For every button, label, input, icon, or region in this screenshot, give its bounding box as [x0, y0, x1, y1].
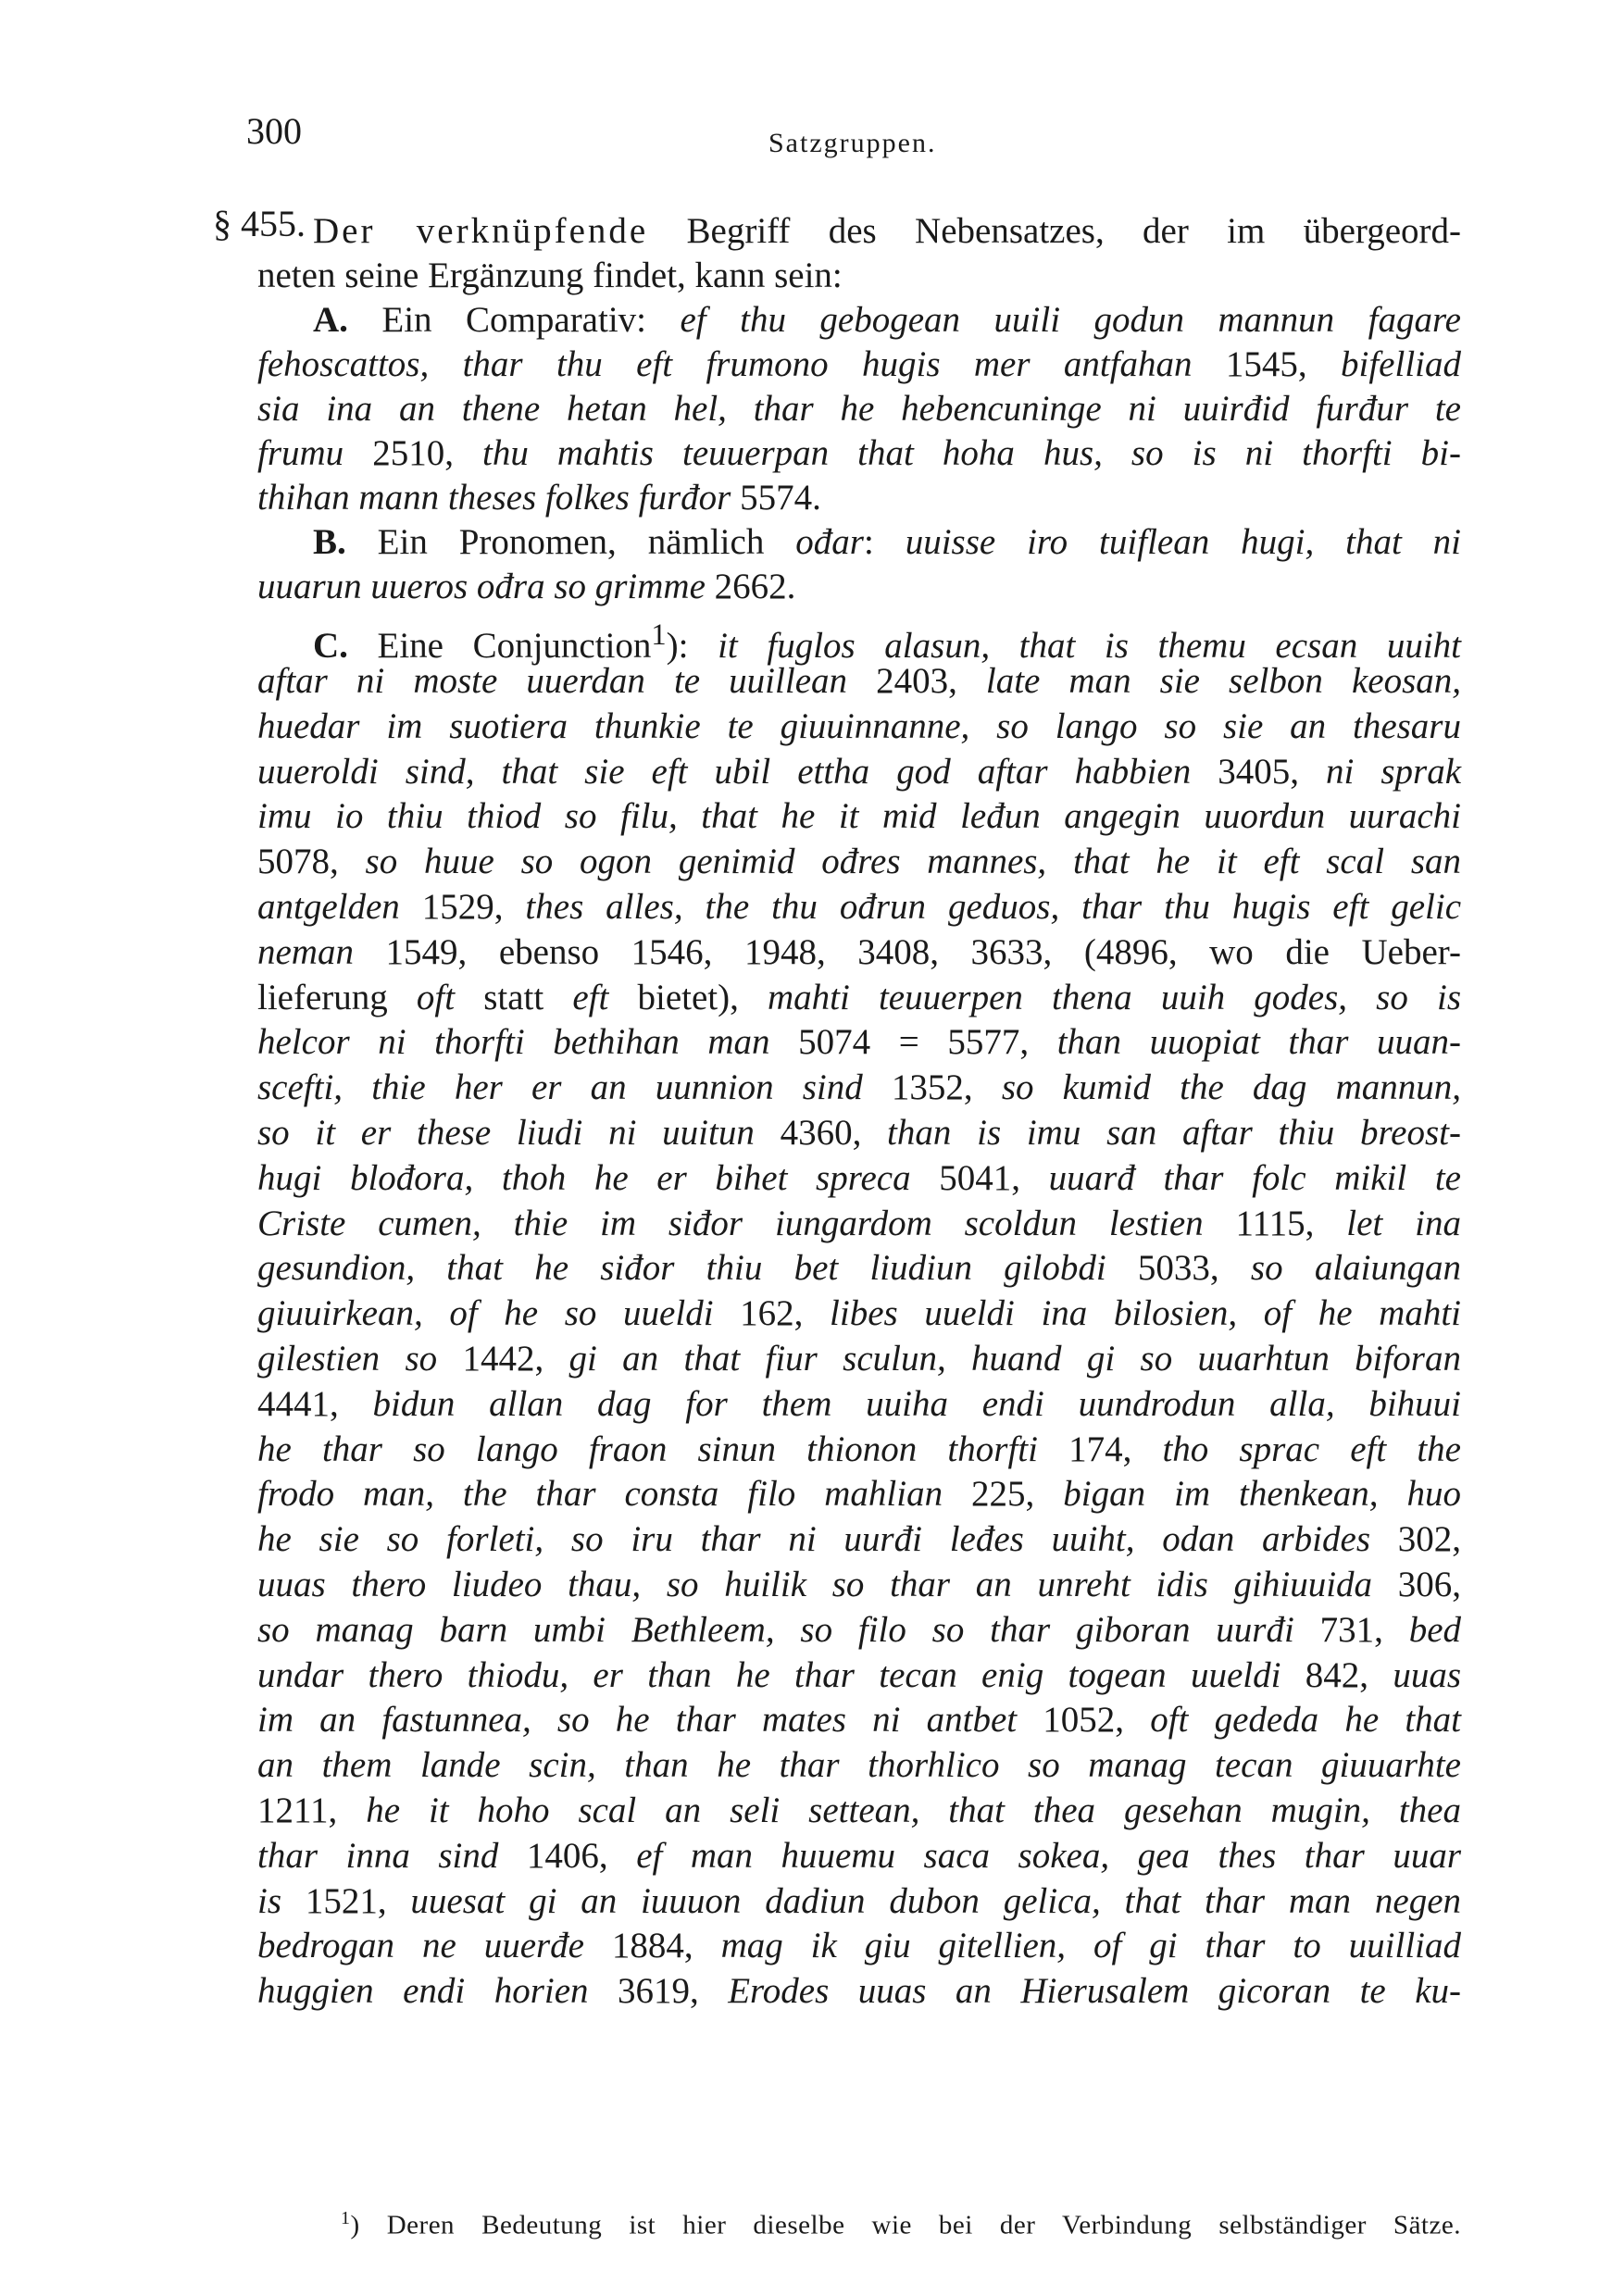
text-line: 5078, so huue so ogon genimid ođres mannes, that he it eft scal san — [257, 842, 1462, 881]
text-line: imu io thiu thiod so filu, that he it mid leđun angegin uuordun uurachi — [257, 796, 1461, 836]
text-line: thihan mann theses folkes furđor 5574. — [257, 478, 821, 518]
text-line: uueroldi sind, that sie eft ubil ettha god aftar habbien 3405, ni sprak — [257, 752, 1462, 792]
part-c-label: C. — [313, 626, 348, 666]
text-line: frodo man, the thar consta filo mahlian 225, bigan im thenkean, huo — [257, 1474, 1462, 1514]
text-line: neten seine Ergänzung findet, kann sein: — [257, 256, 843, 295]
text-line: fehoscattos, thar thu eft frumono hugis mer antfahan 1545, bifelliad — [257, 344, 1462, 384]
footnote-mark: 1 — [341, 2208, 351, 2228]
text-line: A. Ein Comparativ: ef thu gebogean uuili godun mannun fagare — [313, 300, 1461, 340]
footnote-ref: 1 — [651, 618, 667, 652]
text-line: huggien endi horien 3619, Erodes uuas an Hierusalem gicoran te ku- — [257, 1971, 1461, 2011]
text-line: aftar ni moste uuerdan te uuillean 2403, late man sie selbon keosan, — [257, 661, 1461, 701]
text-line: frumu 2510, thu mahtis teuuerpan that hoha hus, so is ni thorfti bi- — [257, 433, 1462, 473]
text-line: huedar im suotiera thunkie te giuuinnanne, so lango so sie an thesaru — [257, 706, 1461, 746]
text-line: 1211, he it hoho scal an seli settean, that thea gesehan mugin, thea — [257, 1791, 1461, 1830]
text-line: scefti, thie her er an uunnion sind 1352, so kumid the dag mannun, — [257, 1067, 1462, 1107]
text-line: so it er these liudi ni uuitun 4360, than is imu san aftar thiu breost- — [257, 1113, 1461, 1153]
text-line: helcor ni thorfti bethihan man 5074 = 5577, than uuopiat thar uuan- — [257, 1022, 1461, 1062]
part-a-label: A. — [313, 300, 348, 340]
text-line: uuarun uueros ođra so grimme 2662. — [257, 567, 796, 606]
text-line: undar thero thiodu, er than he thar tecan enig togean uueldi 842, uuas — [257, 1655, 1461, 1695]
text-line: giuuirkean, of he so uueldi 162, libes uueldi ina bilosien, of he mahti — [257, 1293, 1462, 1333]
text-line: Der verknüpfende Begriff des Nebensatzes, der im übergeord- — [313, 211, 1461, 251]
part-b-label: B. — [313, 522, 346, 562]
text-line: im an fastunnea, so he thar mates ni antbet 1052, oft gededa he that — [257, 1700, 1462, 1740]
text-line: gesundion, that he siđor thiu bet liudiun gilobdi 5033, so alaiungan — [257, 1248, 1462, 1288]
text-line: B. Ein Pronomen, nämlich ođar: uuisse iro tuiflean hugi, that ni — [313, 522, 1462, 562]
text-line: 4441, bidun allan dag for them uuiha endi uundrodun alla, bihuui — [257, 1384, 1461, 1424]
running-head: Satzgruppen. — [768, 128, 937, 158]
text-line: is 1521, uuesat gi an iuuuon dadiun dubon gelica, that thar man negen — [257, 1881, 1462, 1921]
text-line: he thar so lango fraon sinun thionon thorfti 174, tho sprac eft the — [257, 1429, 1461, 1469]
page-number: 300 — [246, 110, 302, 152]
text-line: neman 1549, ebenso 1546, 1948, 3408, 3633, (4896, wo die Ueber- — [257, 932, 1461, 972]
text-line: uuas thero liudeo thau, so huilik so thar an unreht idis gihiuuida 306, — [257, 1565, 1461, 1604]
footnote: $^1$) Deren Bedeutung ist hier dieselbe wie bei der Verbindung selbständiger Sätze. — [341, 2208, 1461, 2240]
text-line: so manag barn umbi Bethleem, so filo so thar giboran uurđi 731, bed — [257, 1610, 1462, 1650]
text-line: hugi blođora, thoh he er bihet spreca 5041, uuarđ thar folc mikil te — [257, 1158, 1461, 1198]
text-line: lieferung oft statt eft bietet), mahti teuuerpen thena uuih godes, so is — [257, 978, 1461, 1017]
text-line: C. Eine Conjunction$^1$): it fuglos alasun, that is themu ecsan uuiht — [313, 618, 1461, 666]
text-line: Criste cumen, thie im siđor iungardom scoldun lestien 1115, let ina — [257, 1204, 1461, 1243]
text-line: an them lande scin, than he thar thorhlico so manag tecan giuuarhte — [257, 1745, 1461, 1785]
text-line: thar inna sind 1406, ef man huuemu saca sokea, gea thes thar uuar — [257, 1836, 1461, 1876]
text-line: bedrogan ne uuerđe 1884, mag ik giu gitellien, of gi thar to uuilliad — [257, 1926, 1462, 1965]
text-line: he sie so forleti, so iru thar ni uurđi leđes uuiht, odan arbides 302, — [257, 1519, 1461, 1559]
section-number: § 455. — [213, 203, 306, 244]
text-line: sia ina an thene hetan hel, thar he hebencuninge ni uuirđid furđur te — [257, 389, 1461, 429]
text-line: antgelden 1529, thes alles, the thu ođrun geduos, thar thu hugis eft gelic — [257, 887, 1462, 927]
text-line: gilestien so 1442, gi an that fiur sculun, huand gi so uuarhtun biforan — [257, 1339, 1461, 1379]
